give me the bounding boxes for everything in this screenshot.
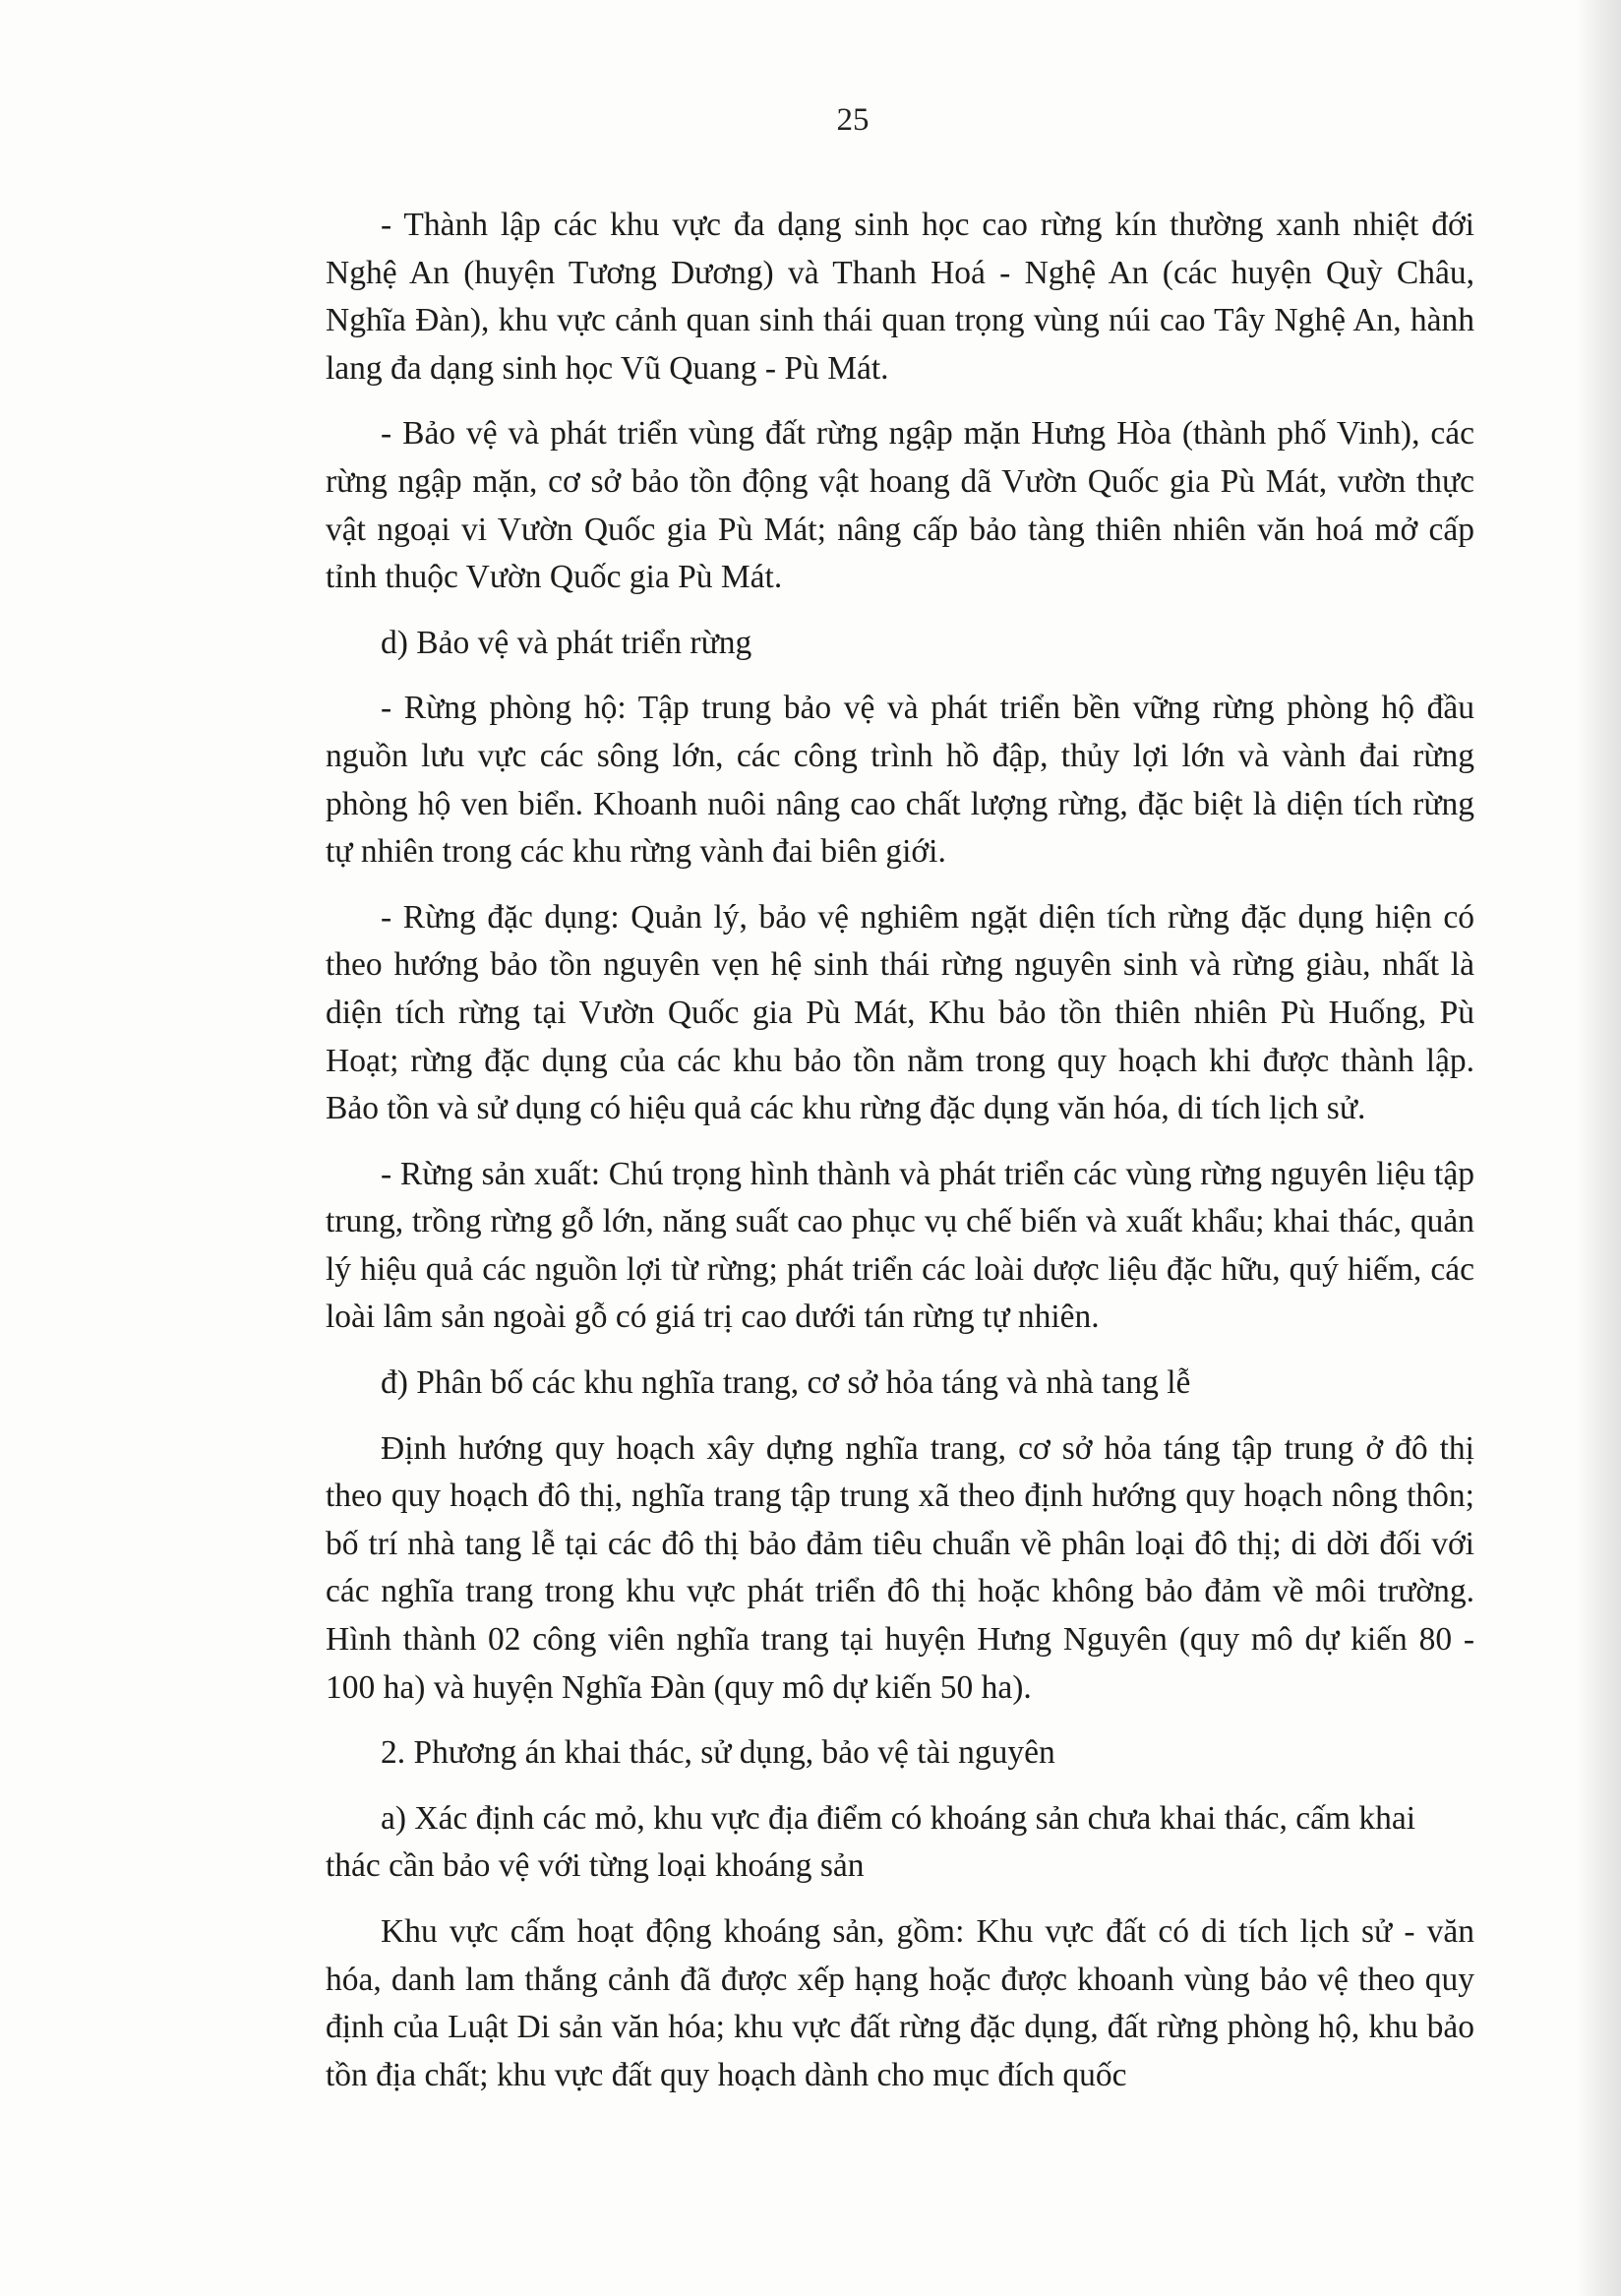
subsection-heading-mineral-areas: a) Xác định các mỏ, khu vực địa điểm có khoáng sản chưa khai thác, cấm khai thác cần bảo vệ với từng loại khoáng sản [326,1799,1416,1885]
page-number: 25 [836,102,870,138]
document-body [326,202,1474,2099]
paragraph-special-use-forest: - Rừng đặc dụng: Quản lý, bảo vệ nghiêm ngặt diện tích rừng đặc dụng hiện có theo hướng bảo tồn nguyên vẹn hệ sinh thái rừng nguyên sinh và rừng giàu, nhất là diện tích rừng tại Vườn Quốc gia Pù Mát, Khu bảo tồn thiên nhiên Pù Huống, Pù Hoạt; rừng đặc dụng của các khu bảo tồn nằm trong quy hoạch khi được thành lập. Bảo tồn và sử dụng có hiệu quả các khu rừng đặc dụng văn hóa, di tích lịch sử. [326,898,1474,1127]
section-heading-cemeteries: đ) Phân bố các khu nghĩa trang, cơ sở hỏa táng và nhà tang lễ [381,1364,1191,1402]
section-heading-forest-protection: d) Bảo vệ và phát triển rừng [381,624,752,661]
scan-shadow-edge [1576,0,1621,2296]
paragraph-mining-prohibited-areas: Khu vực cấm hoạt động khoáng sản, gồm: Khu vực đất có di tích lịch sử - văn hóa, danh lam thắng cảnh đã được xếp hạng hoặc được khoanh vùng bảo vệ theo quy định của Luật Di sản văn hóa; khu vực đất rừng đặc dụng, đất rừng phòng hộ, khu bảo tồn địa chất; khu vực đất quy hoạch dành cho mục đích quốc [326,1913,1474,2093]
paragraph-cemetery-planning: Định hướng quy hoạch xây dựng nghĩa trang, cơ sở hỏa táng tập trung ở đô thị theo quy hoạch đô thị, nghĩa trang tập trung xã theo định hướng quy hoạch nông thôn; bố trí nhà tang lễ tại các đô thị bảo đảm tiêu chuẩn về phân loại đô thị; di dời đối với các nghĩa trang trong khu vực phát triển đô thị hoặc không bảo đảm về môi trường. Hình thành 02 công viên nghĩa trang tại huyện Hưng Nguyên (quy mô dự kiến 80 - 100 ha) và huyện Nghĩa Đàn (quy mô dự kiến 50 ha). [326,1429,1474,1706]
paragraph-production-forest: - Rừng sản xuất: Chú trọng hình thành và phát triển các vùng rừng nguyên liệu tập trung, trồng rừng gỗ lớn, năng suất cao phục vụ chế biến và xuất khẩu; khai thác, quản lý hiệu quả các nguồn lợi từ rừng; phát triển các loài dược liệu đặc hữu, quý hiếm, các loài lâm sản ngoài gỗ có giá trị cao dưới tán rừng tự nhiên. [326,1155,1474,1336]
section-heading-resource-use: 2. Phương án khai thác, sử dụng, bảo vệ tài nguyên [381,1734,1055,1772]
paragraph-protection-forest: - Rừng phòng hộ: Tập trung bảo vệ và phát triển bền vững rừng phòng hộ đầu nguồn lưu vực các sông lớn, các công trình hồ đập, thủy lợi lớn và vành đai rừng phòng hộ ven biển. Khoanh nuôi nâng cao chất lượng rừng, đặc biệt là diện tích rừng tự nhiên trong các khu rừng vành đai biên giới. [326,690,1474,871]
paragraph-mangrove-protection: - Bảo vệ và phát triển vùng đất rừng ngập mặn Hưng Hòa (thành phố Vinh), các rừng ngập mặn, cơ sở bảo tồn động vật hoang dã Vườn Quốc gia Pù Mát, vườn thực vật ngoại vi Vườn Quốc gia Pù Mát; nâng cấp bảo tàng thiên nhiên văn hoá mở cấp tỉnh thuộc Vườn Quốc gia Pù Mát. [326,415,1474,596]
paragraph-biodiversity-areas: - Thành lập các khu vực đa dạng sinh học cao rừng kín thường xanh nhiệt đới Nghệ An (huyện Tương Dương) và Thanh Hoá - Nghệ An (các huyện Quỳ Châu, Nghĩa Đàn), khu vực cảnh quan sinh thái quan trọng vùng núi cao Tây Nghệ An, hành lang đa dạng sinh học Vũ Quang - Pù Mát. [326,207,1474,387]
